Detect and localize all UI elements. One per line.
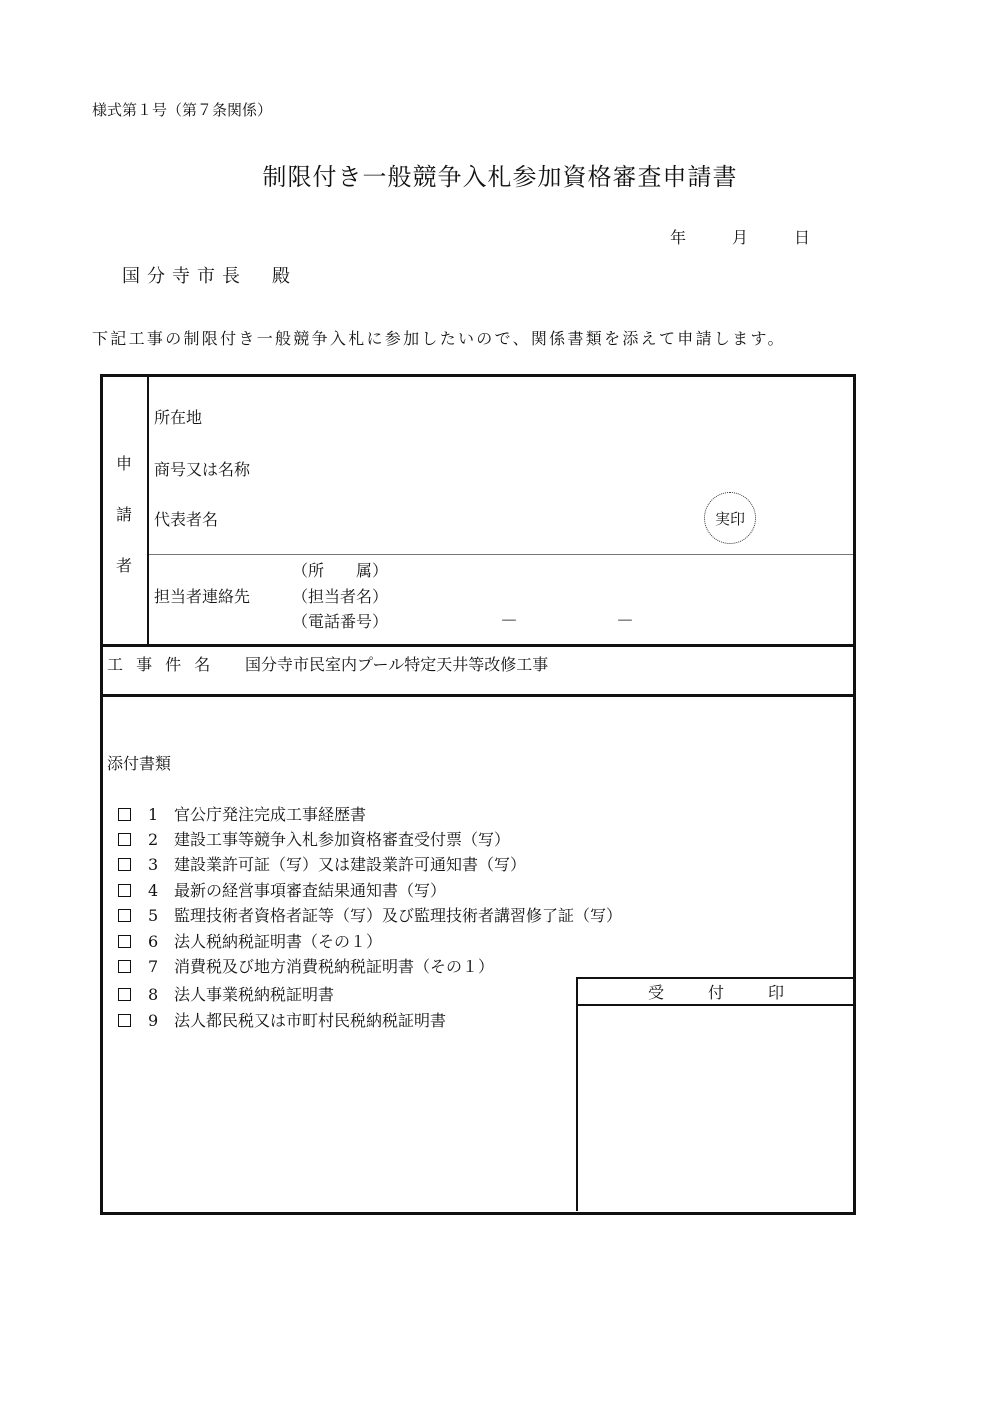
contact-department-label: （所 属） xyxy=(292,561,389,580)
date-month-label: 月 xyxy=(732,228,749,247)
checkbox[interactable] xyxy=(118,988,131,1001)
reception-stamp-label: 受付印 xyxy=(647,983,828,1002)
project-name-value: 国分寺市民室内プール特定天井等改修工事 xyxy=(245,655,549,674)
checkbox[interactable] xyxy=(118,1014,131,1027)
date-line xyxy=(670,225,810,248)
attachment-item: 9 法人都民税又は市町村民税納税証明書 xyxy=(118,1008,446,1031)
checkbox[interactable] xyxy=(118,935,131,948)
attachment-item: 8 法人事業税納税証明書 xyxy=(118,982,334,1005)
attachment-item: 4 最新の経営事項審査結果通知書（写） xyxy=(118,878,446,901)
date-day-label: 日 xyxy=(794,228,811,247)
company-name-label: 商号又は名称 xyxy=(154,460,251,479)
checkbox[interactable] xyxy=(118,833,131,846)
contact-phone-label: （電話番号） xyxy=(292,612,389,631)
project-bottom-divider xyxy=(103,694,853,697)
application-statement: 下記工事の制限付き一般競争入札に参加したいので、関係書類を添えて申請します。 xyxy=(92,329,786,348)
form-number: 様式第１号（第７条関係） xyxy=(92,101,273,119)
date-year-label: 年 xyxy=(670,228,687,247)
project-name-label: 工 事 件 名 xyxy=(107,655,215,674)
contact-label: 担当者連絡先 xyxy=(154,587,251,606)
attachment-item: 6 法人税納税証明書（その１） xyxy=(118,929,382,952)
applicant-side-label-1: 申 xyxy=(116,454,133,473)
checkbox[interactable] xyxy=(118,808,131,821)
stamp-box-left-border xyxy=(576,977,578,1211)
attachment-item: 2 建設工事等競争入札参加資格審査受付票（写） xyxy=(118,827,510,850)
applicant-side-divider xyxy=(147,377,149,645)
stamp-box-top-border xyxy=(576,977,853,979)
attachment-item: 3 建設業許可証（写）又は建設業許可通知書（写） xyxy=(118,852,526,875)
seal-label: 実印 xyxy=(714,509,745,528)
attachments-heading: 添付書類 xyxy=(107,754,172,773)
applicant-side-label-3: 者 xyxy=(116,556,133,575)
applicant-contact-divider xyxy=(149,554,853,555)
registered-seal-circle xyxy=(704,492,756,544)
attachment-item: 7 消費税及び地方消費税納税証明書（その１） xyxy=(118,954,494,977)
applicant-bottom-divider xyxy=(103,644,853,647)
addressee: 国分寺市長 殿 xyxy=(122,266,297,287)
contact-person-label: （担当者名） xyxy=(292,587,389,606)
checkbox[interactable] xyxy=(118,960,131,973)
checkbox[interactable] xyxy=(118,858,131,871)
phone-dash-1: － xyxy=(500,611,518,632)
document-title: 制限付き一般競争入札参加資格審査申請書 xyxy=(262,163,738,191)
representative-label: 代表者名 xyxy=(154,510,219,529)
attachment-item: 1 官公庁発注完成工事経歴書 xyxy=(118,802,366,825)
checkbox[interactable] xyxy=(118,909,131,922)
phone-dash-2: － xyxy=(616,611,634,632)
applicant-side-label-2: 請 xyxy=(116,505,133,524)
checkbox[interactable] xyxy=(118,884,131,897)
attachment-item: 5 監理技術者資格者証等（写）及び監理技術者講習修了証（写） xyxy=(118,903,622,926)
address-label: 所在地 xyxy=(154,408,203,427)
reception-stamp-area xyxy=(579,1006,853,1209)
